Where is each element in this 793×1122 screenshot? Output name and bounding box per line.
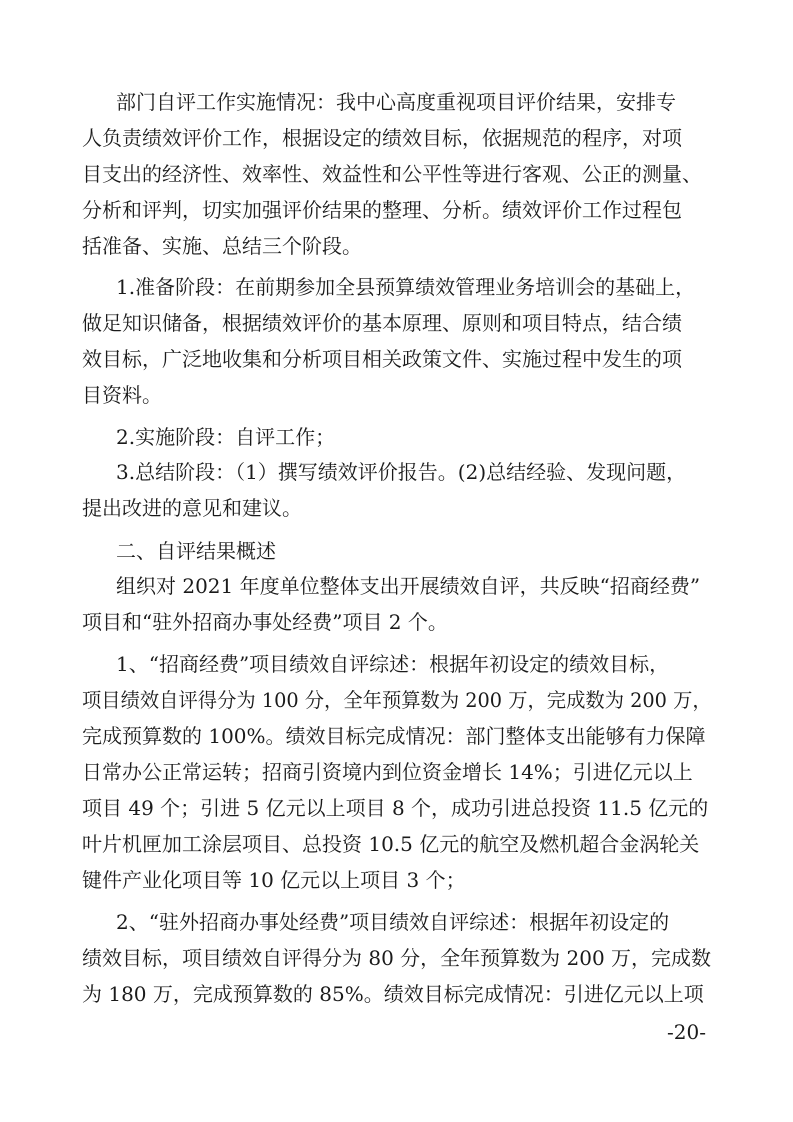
paragraph-line: 2.实施阶段：自评工作； <box>116 425 336 449</box>
paragraph-line: 完成预算数的 100%。绩效目标完成情况：部门整体支出能够有力保障 <box>82 724 706 748</box>
page-number: -20- <box>667 1020 706 1044</box>
paragraph-line: 做足知识储备，根据绩效评价的基本原理、原则和项目特点，结合绩 <box>82 311 682 335</box>
paragraph-line: 组织对 2021 年度单位整体支出开展绩效自评，共反映“招商经费” <box>116 574 701 598</box>
paragraph-line: 分析和评判，切实加强评价结果的整理、分析。绩效评价工作过程包 <box>82 198 682 222</box>
paragraph-line: 键件产业化项目等 10 亿元以上项目 3 个； <box>82 868 466 892</box>
paragraph-line: 为 180 万，完成预算数的 85%。绩效目标完成情况：引进亿元以上项 <box>82 982 704 1006</box>
paragraph-line: 1、“招商经费”项目绩效自评综述：根据年初设定的绩效目标， <box>116 652 670 676</box>
section-heading: 二、自评结果概述 <box>116 539 276 563</box>
paragraph-line: 项目和“驻外招商办事处经费”项目 2 个。 <box>82 610 448 634</box>
paragraph-line: 部门自评工作实施情况：我中心高度重视项目评价结果，安排专 <box>116 90 676 114</box>
paragraph-line: 人负责绩效评价工作，根据设定的绩效目标，依据规范的程序，对项 <box>82 126 682 150</box>
paragraph-line: 效目标，广泛地收集和分析项目相关政策文件、实施过程中发生的项 <box>82 347 682 371</box>
paragraph-line: 提出改进的意见和建议。 <box>82 496 302 520</box>
paragraph-line: 目支出的经济性、效率性、效益性和公平性等进行客观、公正的测量、 <box>82 162 702 186</box>
paragraph-line: 括准备、实施、总结三个阶段。 <box>82 234 362 258</box>
paragraph-line: 项目 49 个；引进 5 亿元以上项目 8 个，成功引进总投资 11.5 亿元的 <box>82 796 709 820</box>
paragraph-line: 项目绩效自评得分为 100 分，全年预算数为 200 万，完成数为 200 万， <box>82 688 712 712</box>
paragraph-line: 2、“驻外招商办事处经费”项目绩效自评综述：根据年初设定的 <box>116 910 670 934</box>
paragraph-line: 目资料。 <box>82 383 162 407</box>
paragraph-line: 3.总结阶段：（1）撰写绩效评价报告。(2)总结经验、发现问题， <box>116 460 687 484</box>
paragraph-line: 绩效目标，项目绩效自评得分为 80 分，全年预算数为 200 万，完成数 <box>82 946 712 970</box>
paragraph-line: 叶片机匣加工涂层项目、总投资 10.5 亿元的航空及燃机超合金涡轮关 <box>82 832 700 856</box>
paragraph-line: 日常办公正常运转；招商引资境内到位资金增长 14%；引进亿元以上 <box>82 760 693 784</box>
paragraph-line: 1.准备阶段：在前期参加全县预算绩效管理业务培训会的基础上， <box>116 275 696 299</box>
